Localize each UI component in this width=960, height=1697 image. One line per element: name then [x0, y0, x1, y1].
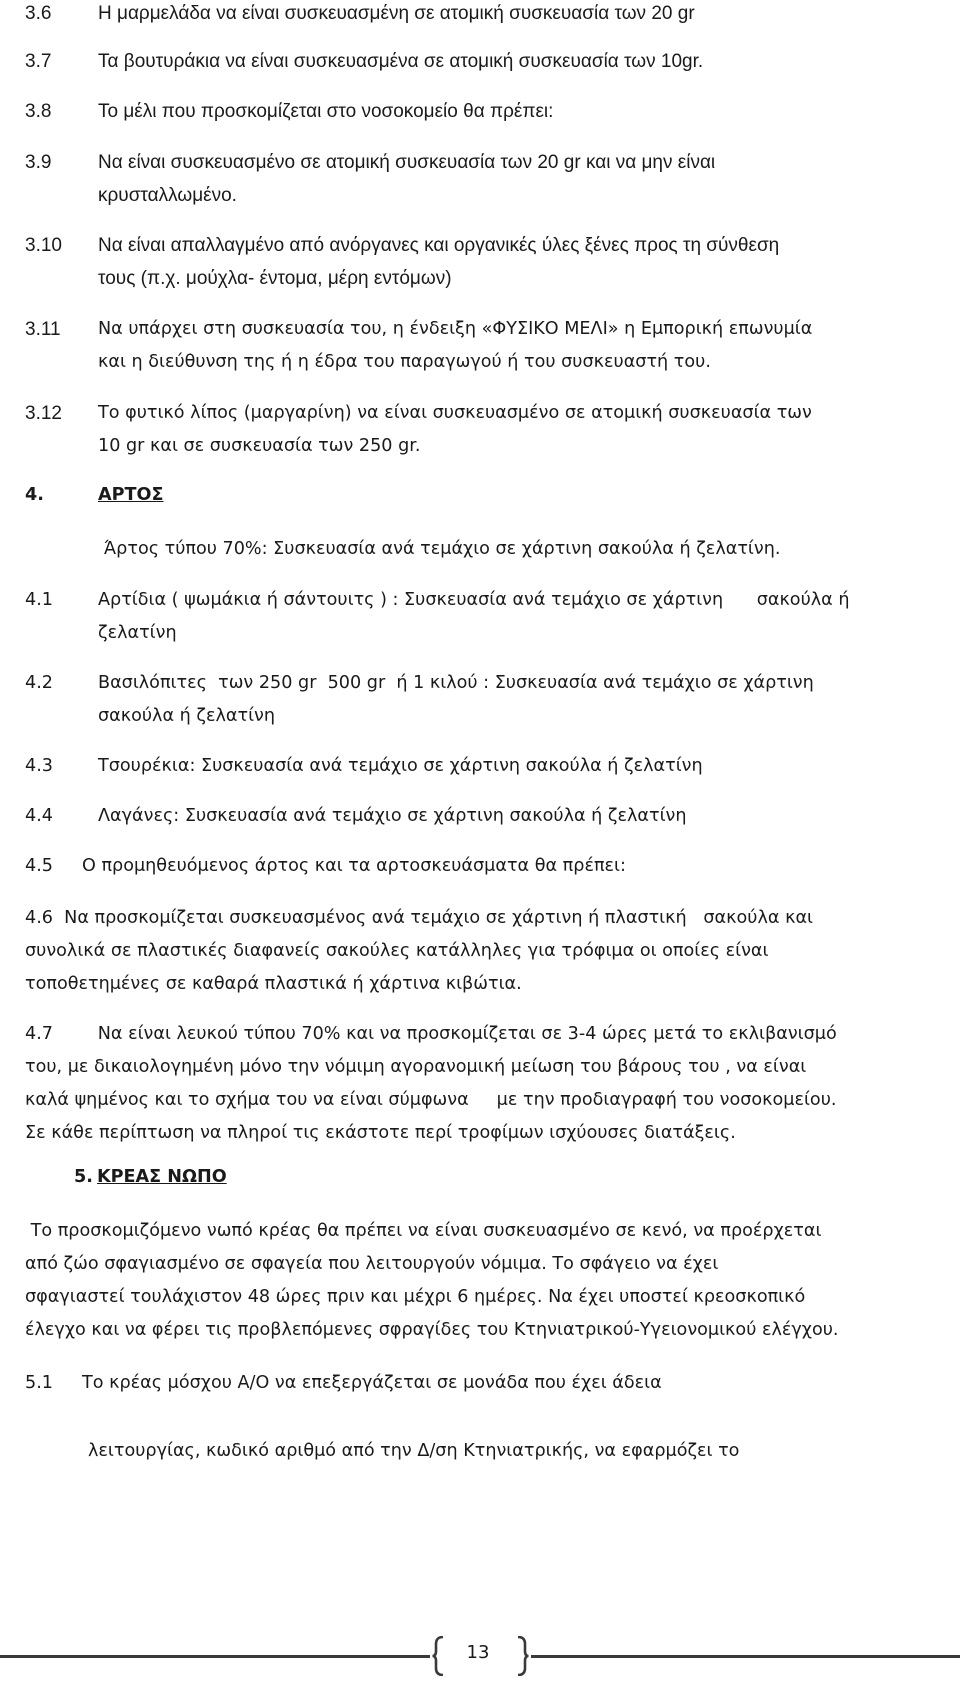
item-number: 3.12: [25, 403, 62, 424]
item-text: Η μαρμελάδα να είναι συσκευασμένη σε ατομική συσκευασία των 20 gr: [98, 3, 695, 24]
item-number: 4.3: [25, 756, 53, 776]
item-text-line: κρυσταλλωμένο.: [98, 185, 237, 206]
paragraph-line: 4.6 Να προσκομίζεται συσκευασμένος ανά τεμάχιο σε χάρτινη ή πλαστική σακούλα και: [25, 908, 813, 928]
item-text-line: ζελατίνη: [98, 623, 177, 643]
item-text: [98, 146, 715, 212]
paragraph-line: Σε κάθε περίπτωση να πληροί τις εκάστοτε περί τροφίμων ισχύουσες διατάξεις.: [25, 1123, 736, 1143]
footer-rule-left: [0, 1655, 430, 1658]
item-number: 3.8: [25, 101, 52, 122]
item-text: Λαγάνες: Συσκευασία ανά τεμάχιο σε χάρτινη σακούλα ή ζελατίνη: [98, 806, 687, 826]
item-number: 3.11: [25, 319, 61, 340]
item-text-line: τους (π.χ. μούχλα- έντομα, μέρη εντόμων): [98, 268, 452, 289]
right-brace-icon: [517, 1636, 529, 1676]
item-text: Τα βουτυράκια να είναι συσκευασμένα σε ατομική συσκευασία των 10gr.: [98, 51, 704, 72]
paragraph-line: σφαγιαστεί τουλάχιστον 48 ώρες πριν και μέχρι 6 ημέρες. Να έχει υποστεί κρεοσκοπικό: [25, 1287, 806, 1307]
paragraph-line: από ζώο σφαγιασμένο σε σφαγεία που λειτουργούν νόμιμα. Το σφάγειο να έχει: [25, 1254, 719, 1274]
paragraph-line: τοποθετημένες σε καθαρά πλαστικά ή χάρτινα κιβώτια.: [25, 974, 522, 994]
section-title: ΚΡΕΑΣ ΝΩΠΟ: [97, 1167, 227, 1187]
item-number: 5.1: [25, 1373, 53, 1393]
item-number: 3.7: [25, 51, 52, 72]
paragraph-line: του, με δικαιολογημένη μόνο την νόμιμη αγορανομική μείωση του βάρους του , να είναι: [25, 1057, 807, 1077]
item-text-line: Το φυτικό λίπος (μαργαρίνη) να είναι συσκευασμένο σε ατομική συσκευασία των: [98, 403, 812, 423]
paragraph-4-7: [25, 1018, 945, 1150]
item-number: 4.5: [25, 856, 53, 876]
item-text-line: σακούλα ή ζελατίνη: [98, 706, 276, 726]
item-text: [98, 667, 814, 733]
item-text: Τσουρέκια: Συσκευασία ανά τεμάχιο σε χάρτινη σακούλα ή ζελατίνη: [98, 756, 703, 776]
item-number: 4.2: [25, 673, 53, 693]
footer-rule-right: [531, 1655, 960, 1658]
paragraph-line: καλά ψημένος και το σχήμα του να είναι σύμφωνα με την προδιαγραφή του νοσοκομείου.: [25, 1090, 837, 1110]
section-number: 4.: [25, 485, 44, 505]
item-number: 4.1: [25, 590, 53, 610]
item-text: [98, 313, 812, 379]
section-number: 5.: [74, 1167, 93, 1187]
item-text: Ο προμηθευόμενος άρτος και τα αρτοσκευάσματα θα πρέπει:: [82, 856, 626, 876]
paragraph-line: 4.7 Να είναι λευκού τύπου 70% και να προσκομίζεται σε 3-4 ώρες μετά το εκλιβανισμό: [25, 1024, 837, 1044]
item-text: Το κρέας μόσχου Α/Ο να επεξεργάζεται σε μονάδα που έχει άδεια: [82, 1373, 662, 1393]
item-number: 4.4: [25, 806, 53, 826]
paragraph-line: συνολικά σε πλαστικές διαφανείς σακούλες κατάλληλες για τρόφιμα οι οποίες είναι: [25, 941, 769, 961]
item-text: λειτουργίας, κωδικό αριθμό από την Δ/ση Κτηνιατρικής, να εφαρμόζει το: [88, 1441, 740, 1461]
item-number: 3.6: [25, 3, 52, 24]
left-brace-icon: [432, 1636, 444, 1676]
page-number: 13: [466, 1642, 490, 1663]
section-title: ΑΡΤΟΣ: [98, 485, 164, 505]
item-text: Το μέλι που προσκομίζεται στο νοσοκομείο θα πρέπει:: [98, 101, 554, 122]
item-number: 3.10: [25, 235, 62, 256]
paragraph-4-6: [25, 902, 945, 1001]
intro-text: Άρτος τύπου 70%: Συσκευασία ανά τεμάχιο σε χάρτινη σακούλα ή ζελατίνη.: [104, 539, 781, 559]
paragraph-line: Το προσκομιζόμενο νωπό κρέας θα πρέπει να είναι συσκευασμένο σε κενό, να προέρχεται: [25, 1221, 822, 1241]
paragraph-5: [25, 1215, 945, 1347]
item-text-line: Βασιλόπιτες των 250 gr 500 gr ή 1 κιλού : Συσκευασία ανά τεμάχιο σε χάρτινη: [98, 673, 814, 693]
item-text-line: και η διεύθυνση της ή η έδρα του παραγωγού ή του συσκευαστή του.: [98, 352, 711, 372]
page-footer: [0, 1636, 960, 1676]
item-text-line: Να είναι απαλλαγμένο από ανόργανες και οργανικές ύλες ξένες προς τη σύνθεση: [98, 235, 780, 256]
paragraph-line: έλεγχο και να φέρει τις προβλεπόμενες σφραγίδες του Κτηνιατρικού-Υγειονομικού ελέγχου.: [25, 1320, 839, 1340]
item-text-line: 10 gr και σε συσκευασία των 250 gr.: [98, 436, 421, 456]
item-number: 3.9: [25, 152, 52, 173]
item-text: [98, 584, 850, 650]
item-text-line: Αρτίδια ( ψωμάκια ή σάντουιτς ) : Συσκευασία ανά τεμάχιο σε χάρτινη σακούλα ή: [98, 590, 850, 610]
item-text-line: Να είναι συσκευασμένο σε ατομική συσκευασία των 20 gr και να μην είναι: [98, 152, 716, 173]
item-text: [98, 229, 779, 295]
item-text: [98, 397, 812, 463]
item-text-line: Να υπάρχει στη συσκευασία του, η ένδειξη «ΦΥΣΙΚΟ ΜΕΛΙ» η Εμπορική επωνυμία: [98, 319, 813, 339]
